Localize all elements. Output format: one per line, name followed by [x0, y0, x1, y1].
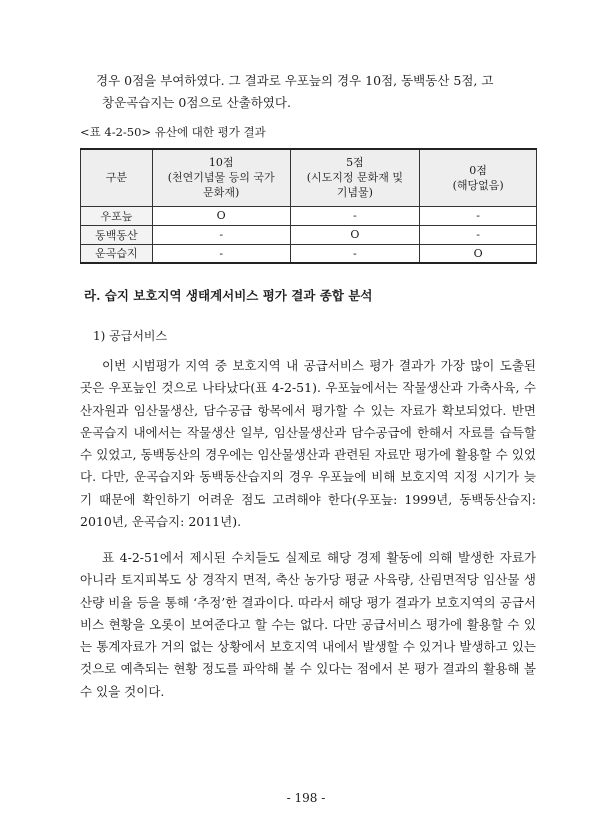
row-label: 운곡습지	[81, 244, 153, 263]
intro-line-2: 창운곡습지는 0점으로 산출하였다.	[102, 95, 291, 110]
header-0-points: 0점 (해당없음)	[420, 149, 537, 206]
table-cell: O	[152, 206, 290, 225]
table-cell: -	[420, 206, 537, 225]
table-cell: -	[290, 206, 420, 225]
section-heading: 라. 습지 보호지역 생태계서비스 평가 결과 종합 분석	[84, 288, 373, 303]
intro-paragraph	[80, 70, 536, 114]
heritage-evaluation-table	[80, 148, 537, 264]
table-row	[81, 225, 537, 244]
header-category: 구분	[81, 149, 153, 206]
table-cell: -	[420, 225, 537, 244]
table-header-row	[81, 149, 537, 206]
table-cell: O	[290, 225, 420, 244]
page-number: - 198 -	[286, 791, 326, 805]
table-cell: O	[420, 244, 537, 263]
table-row	[81, 244, 537, 263]
sub-heading: 1) 공급서비스	[93, 329, 168, 343]
row-label: 동백동산	[81, 225, 153, 244]
body-paragraph-2: 표 4-2-51에서 제시된 수치들도 실제로 해당 경제 활동에 의해 발생한 자료가 아니라 토지피복도 상 경작지 면적, 축산 농가당 평균 사육량, 산림면적당 임산물 생산량 비율 등을 통해 ‘추정’한 결과이다. 따라서 해당 평가 결과가 보호지역의 공급서비스 현황을 오롯이 보여준다고 할 수는 없다. 다만 공급서비스 평가에 활용할 수 있는 통계자료가 거의 없는 상황에서 보호지역 내에서 발생할 수 있거나 발생하고 있는 것으로 예측되는 현황 정도를 파악해 볼 수 있다는 점에서 본 평가 결과의 활용해 볼 수 있을 것이다.	[80, 550, 536, 699]
intro-line-1: 경우 0점을 부여하였다. 그 결과로 우포늪의 경우 10점, 동백동산 5점, 고	[96, 73, 494, 88]
body-paragraph-1: 이번 시범평가 지역 중 보호지역 내 공급서비스 평가 결과가 가장 많이 도출된 곳은 우포늪인 것으로 나타났다(표 4-2-51). 우포늪에서는 작물생산과 가축사육, 수산자원과 임산물생산, 담수공급 항목에서 평가할 수 있는 자료가 확보되었다. 반면 운곡습지 내에서는 작물생산 일부, 임산물생산과 담수공급에 한해서 자료를 습득할 수 있었고, 동백동산의 경우에는 임산물생산과 관련된 자료만 평가에 활용할 수 있었다. 다만, 운곡습지와 동백동산습지의 경우 우포늪에 비해 보호지역 지정 시기가 늦기 때문에 확인하기 어려운 점도 고려해야 한다(우포늪: 1999년, 동백동산습지: 2010년, 운곡습지: 2011년).	[80, 358, 536, 530]
table-caption: <표 4-2-50> 유산에 대한 평가 결과	[80, 125, 266, 139]
table-cell: -	[152, 244, 290, 263]
table-row	[81, 206, 537, 225]
table-cell: -	[290, 244, 420, 263]
header-10-points: 10점 (천연기념물 등의 국가 문화재)	[152, 149, 290, 206]
table-cell: -	[152, 225, 290, 244]
row-label: 우포늪	[81, 206, 153, 225]
header-5-points: 5점 (시도지정 문화재 및 기념물)	[290, 149, 420, 206]
